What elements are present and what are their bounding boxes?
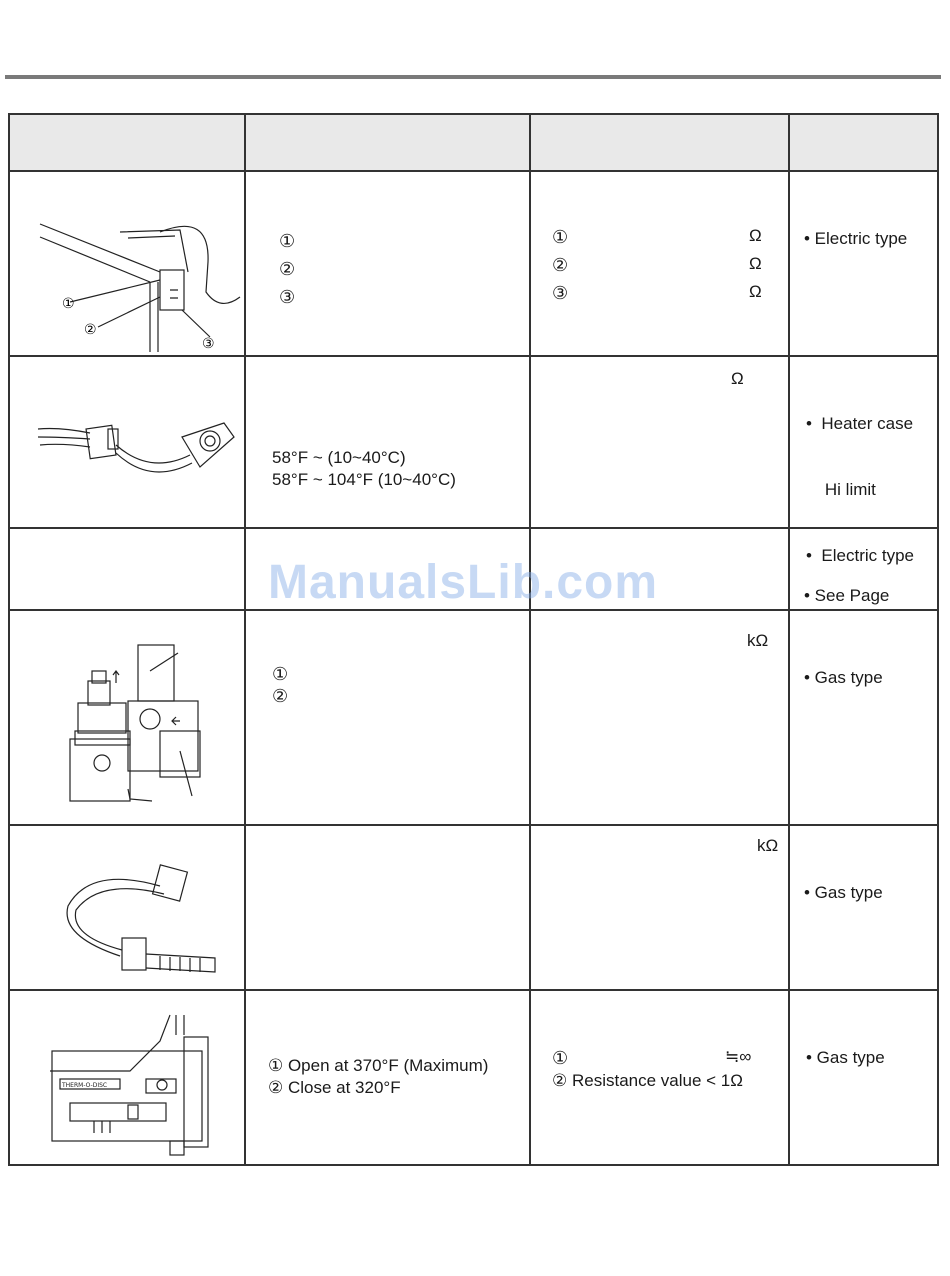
ohm-unit: Ω: [749, 226, 762, 245]
table-row: [9, 356, 938, 528]
procedure-cell: [245, 825, 530, 990]
remarks-cell: [789, 528, 938, 610]
gas-valve-diagram: [10, 611, 246, 826]
parts-check-table: [8, 113, 939, 1166]
header-cell-remarks: [789, 114, 938, 171]
remarks-line: • Electric type: [806, 546, 914, 565]
part-image-cell: [9, 990, 245, 1165]
criteria-item: ② Resistance value < 1Ω: [552, 1071, 743, 1090]
header-cell-criteria: [530, 114, 789, 171]
table-row: [9, 610, 938, 825]
kohm-unit: kΩ: [757, 836, 779, 855]
remarks-line: • Heater case: [806, 414, 914, 433]
remarks-line: • Gas type: [806, 1048, 885, 1067]
remarks-line: Hi limit: [806, 480, 876, 499]
procedure-item: ①: [279, 231, 296, 251]
criteria-cell: [530, 825, 789, 990]
part-image-cell: [9, 356, 245, 528]
criteria-cell: [530, 356, 789, 528]
table-header-row: [9, 114, 938, 171]
criteria-item: ①: [552, 1048, 569, 1068]
part-image-cell: [9, 610, 245, 825]
remarks-cell: [789, 171, 938, 356]
criteria-item: ③: [552, 283, 569, 303]
remarks-note: [804, 838, 883, 948]
watermark: ManualsLib.com: [268, 556, 659, 609]
part-image-cell: [9, 825, 245, 990]
infinity-value: ≒∞: [725, 1047, 752, 1066]
ohm-unit: Ω: [731, 369, 744, 388]
procedure-item: ①: [272, 664, 289, 684]
table-row: [9, 825, 938, 990]
ohm-unit: Ω: [749, 282, 762, 301]
part-image-cell: [9, 528, 245, 610]
diagram-label-thermo-disc: THERM-O-DISC: [62, 1082, 108, 1089]
procedure-item: ① Open at 370°F (Maximum): [268, 1056, 489, 1075]
remarks-line: • Gas type: [804, 668, 883, 687]
remarks-line: • Gas type: [804, 883, 883, 902]
procedure-cell: [245, 990, 530, 1165]
criteria-cell: [530, 171, 789, 356]
criteria-item: ①: [552, 227, 569, 247]
part-image-cell: [9, 171, 245, 356]
criteria-item: ②: [552, 255, 569, 275]
remarks-line: • See Page: [804, 586, 890, 605]
header-cell-procedure: [245, 114, 530, 171]
diagram-label-1: ①: [62, 296, 75, 312]
criteria-cell: [530, 990, 789, 1165]
procedure-cell: [245, 356, 530, 528]
procedure-item: ②: [272, 686, 289, 706]
diagram-label-3: ③: [202, 336, 215, 352]
remarks-cell: [789, 610, 938, 825]
remarks-cell: [789, 990, 938, 1165]
procedure-item: 58°F ~ 104°F (10~40°C): [272, 470, 456, 489]
ohm-unit: Ω: [749, 254, 762, 273]
procedure-item: ② Close at 320°F: [268, 1078, 401, 1097]
header-cell-part: [9, 114, 245, 171]
procedure-cell: [245, 171, 530, 356]
diagram-label-2: ②: [84, 322, 97, 338]
top-rule: [5, 75, 941, 79]
procedure-cell: [245, 610, 530, 825]
heater-switch-diagram: [10, 172, 246, 357]
table-row: [9, 990, 938, 1165]
thermo-disc-switch-diagram: [10, 991, 246, 1166]
remarks-note: [804, 623, 883, 733]
sensor-probe-diagram: [10, 826, 246, 991]
procedure-item: ②: [279, 259, 296, 279]
remarks-cell: [789, 356, 938, 565]
procedure-item: 58°F ~ (10~40°C): [272, 448, 406, 467]
remarks-note: [804, 184, 907, 294]
procedure-item: ③: [279, 287, 296, 307]
remarks-cell: [789, 825, 938, 990]
table-row: [9, 171, 938, 356]
thermostat-sensor-diagram: [10, 357, 246, 529]
kohm-unit: kΩ: [747, 631, 769, 650]
remarks-line: • Electric type: [804, 229, 908, 248]
remarks-note: [806, 1003, 885, 1113]
criteria-cell: [530, 610, 789, 825]
